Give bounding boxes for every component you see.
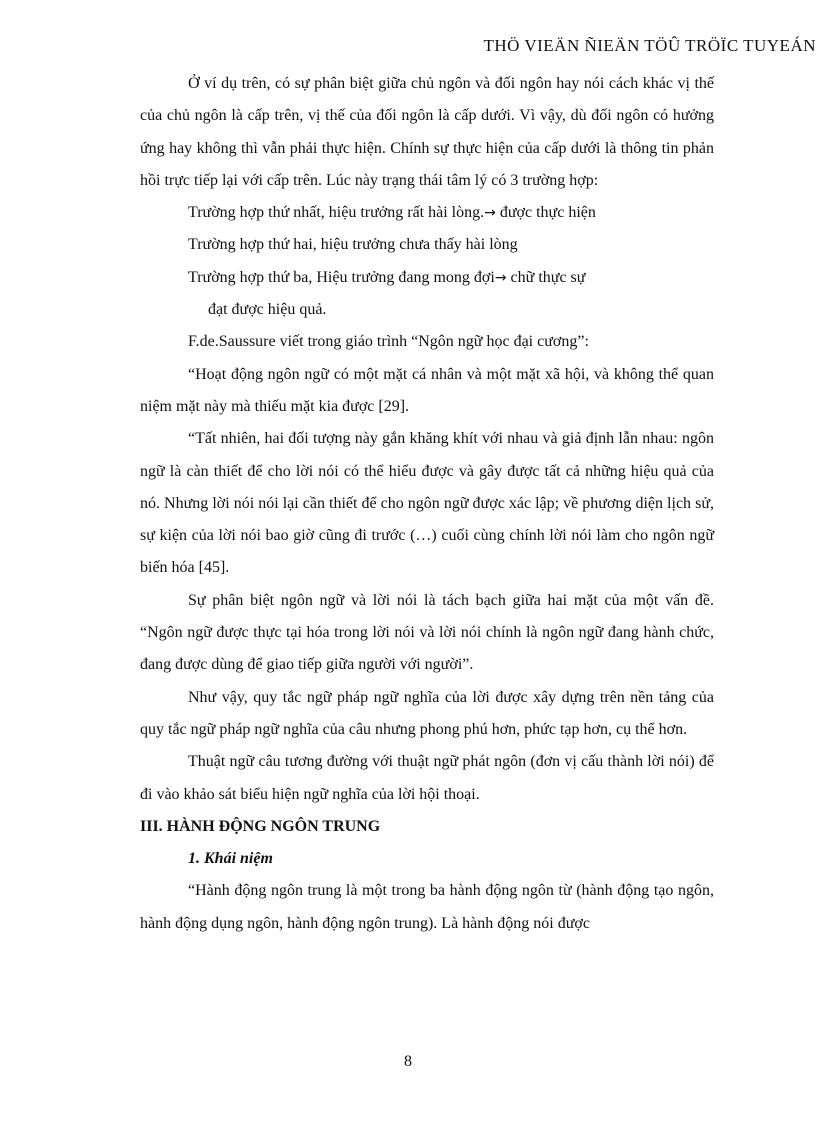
case-2: Trường hợp thứ hai, hiệu trưởng chưa thấy hài lòng [188,236,518,254]
case-3-text: Trường hợp thứ ba, Hiệu trưởng đang mong đợi [188,268,495,286]
case-1 [140,197,714,229]
document-body [140,68,714,940]
section-title: III. HÀNH ĐỘNG NGÔN TRUNG [140,817,381,835]
paragraph-definition: “Hành động ngôn trung là một trong ba hành động ngôn từ (hành động tạo ngôn, hành động dụng ngôn, hành động ngôn trung). Là hành động nói được [140,882,714,932]
page-number: 8 [404,1053,412,1070]
case-3-continuation: đạt được hiệu quả. [208,301,327,319]
paragraph-distinction: Sự phân biệt ngôn ngữ và lời nói là tách bạch giữa hai mặt của một vấn đề. “Ngôn ngữ được thực tại hóa trong lời nói và lời nói chính là ngôn ngữ đang hành chức, đang được dùng để giao tiếp giữa người với người”. [140,591,714,674]
quote-2: “Tất nhiên, hai đối tượng này gắn khăng khít với nhau và giả định lẫn nhau: ngôn ngữ là càn thiết để cho lời nói có thể hiểu được và gây được tất cả những hiệu quả của nó. Nhưng lời nói nói lại cần thiết để cho ngôn ngữ được xác lập; về phương diện lịch sử, sự kiện của lời nói bao giờ cũng đi trước (…) cuối cùng chính lời nói làm cho ngôn ngữ biến hóa [45]. [140,430,714,577]
paragraph-terminology: Thuật ngữ câu tương đường với thuật ngữ phát ngôn (đơn vị cấu thành lời nói) để đi vào khảo sát biểu hiện ngữ nghĩa của lời hội thoại. [140,753,714,803]
quote-1: “Hoạt động ngôn ngữ có một mặt cá nhân và một mặt xã hội, và không thể quan niệm mặt này mà thiếu mặt kia được [29]. [140,365,714,415]
paragraph-intro: Ở ví dụ trên, có sự phân biệt giữa chủ ngôn và đối ngôn hay nói cách khác vị thế của chủ ngôn là cấp trên, vị thế của đối ngôn là cấp dưới. Vì vậy, dù đối ngôn có hưởng ứng hay không thì vẫn phải thực hiện. Chính sự thực hiện của cấp dưới là thông tin phản hồi trực tiếp lại với cấp trên. Lúc này trạng thái tâm lý có 3 trường hợp: [140,75,714,189]
case-1-result: được thực hiện [495,204,596,222]
arrow-right-icon: → [484,205,496,222]
paragraph-rules: Như vậy, quy tắc ngữ pháp ngữ nghĩa của lời được xây dựng trên nền tảng của quy tắc ngữ pháp ngữ nghĩa của câu nhưng phong phú hơn, phức tạp hơn, cụ thể hơn. [140,688,714,738]
case-1-text: Trường hợp thứ nhất, hiệu trưởng rất hài lòng. [188,204,485,222]
paragraph-saussure-intro: F.de.Saussure viết trong giáo trình “Ngôn ngữ học đại cương”: [188,333,589,351]
case-3-result: chữ thực sự [506,268,586,286]
case-3 [140,262,714,294]
arrow-right-icon: → [494,269,507,286]
subsection-title: 1. Khái niệm [188,850,273,868]
running-header: THÖ VIEÄN ÑIEÄN TÖÛ TRÖÏC TUYEÁN [483,36,816,55]
